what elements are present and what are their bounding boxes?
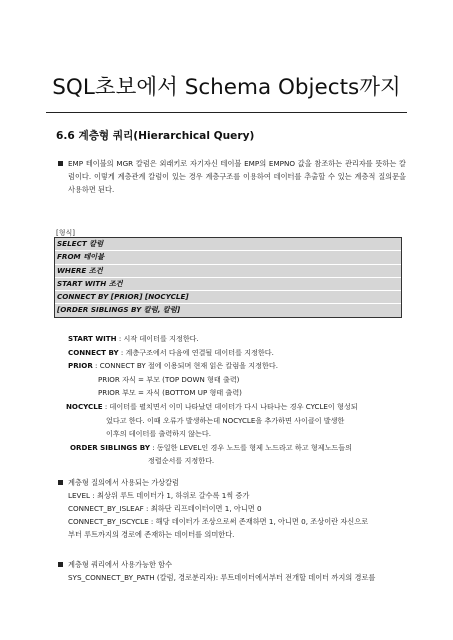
- pseudo-heading: 계층형 질의에서 사용되는 가상칼럼: [68, 478, 180, 487]
- functions-sys-connect-by-path: SYS_CONNECT_BY_PATH (칼럼, 경로분리자): 루트데이터에서부터 전개할 데이터 까지의 경로를: [68, 573, 376, 582]
- pseudo-level: LEVEL : 최상위 루트 데이터가 1, 하위로 갈수록 1씩 증가: [68, 491, 250, 500]
- bullet-square-icon: [58, 562, 63, 567]
- syntax-row-order-siblings: [ORDER SIBLINGS BY 칼럼, 칼럼]: [57, 305, 181, 315]
- term-connect-by: CONNECT BY: [68, 347, 119, 357]
- pseudo-columns-block: [56, 476, 406, 541]
- desc-prior-child: PRIOR 자식 = 부모 (TOP DOWN 형태 출력): [98, 374, 240, 384]
- bullet-square-icon: [58, 480, 63, 485]
- pseudo-isleaf: CONNECT_BY_ISLEAF : 최하단 리프데이터이면 1, 아니면 0: [68, 504, 262, 513]
- syntax-row-from: FROM 테이블: [55, 251, 401, 264]
- document-title: SQL초보에서 Schema Objects까지: [52, 75, 401, 100]
- desc-nocycle-cont1: 었다고 한다. 이때 오류가 발생하는데 NOCYCLE을 추가하면 사이클이 발생한: [106, 415, 345, 425]
- syntax-row-where: WHERE 조건: [55, 265, 401, 278]
- desc-nocycle-cont2: 이후의 데이터를 출력하지 않는다.: [106, 429, 211, 439]
- term-start-with: START WITH: [68, 334, 117, 343]
- desc-prior-parent: PRIOR 부모 = 자식 (BOTTOM UP 형태 출력): [98, 388, 242, 398]
- functions-block: [56, 558, 406, 584]
- bullet-square-icon: [58, 161, 63, 166]
- intro-paragraph: [56, 157, 406, 196]
- desc-order-siblings: ORDER SIBLINGS BY : 동일한 LEVEL인 경우 노드를 형제 노드라고 하고 형제노드들의: [70, 442, 352, 452]
- functions-heading: 계층형 쿼리에서 사용가능한 함수: [68, 560, 173, 569]
- syntax-label: [형식]: [56, 229, 75, 237]
- desc-order-siblings-cont: 정렬순서를 지정한다.: [148, 456, 215, 466]
- syntax-row-connect-by: CONNECT BY [PRIOR] [NOCYCLE]: [55, 291, 401, 304]
- desc-prior: PRIOR : CONNECT BY 절에 이용되며 현재 읽은 칼럼을 지정한다.: [68, 361, 278, 371]
- desc-start-with: START WITH : 시작 데이터를 지정한다.: [68, 334, 199, 343]
- desc-nocycle: NOCYCLE : 데이터를 펼치면서 이미 나타났던 데이터가 다시 나타나는 경우 CYCLE이 형성되: [66, 401, 358, 411]
- section-heading: 6.6 계층형 쿼리(Hierarchical Query): [56, 130, 255, 142]
- desc-connect-by: CONNECT BY : 계층구조에서 다음에 연결될 데이터를 지정한다.: [68, 347, 274, 357]
- syntax-box: [54, 237, 402, 318]
- term-nocycle: NOCYCLE: [66, 401, 103, 411]
- term-prior: PRIOR: [68, 361, 93, 371]
- syntax-row-select: SELECT 칼럼: [55, 238, 401, 251]
- syntax-row-start-with: START WITH 조건: [55, 278, 401, 291]
- clause-descriptions: [68, 332, 403, 468]
- title-divider: [46, 112, 407, 113]
- intro-text: EMP 테이블의 MGR 칼럼은 외래키로 자기자신 테이블 EMP의 EMPNO 값을 참조하는 관리자를 뜻하는 칼럼이다. 이렇게 계층관계 칼럼이 있는 경우 계층구조를 이용하여 데이터를 추출할 수 있는 계층적 질의문을 사용하면 된다.: [68, 159, 406, 194]
- pseudo-iscycle: CONNECT_BY_ISCYCLE : 해당 데이터가 조상으로써 존재하면 1, 아니면 0, 조상이란 자신으로: [68, 517, 369, 526]
- term-order-siblings: ORDER SIBLINGS BY: [70, 442, 150, 452]
- pseudo-iscycle-cont: 부터 루트까지의 경로에 존재하는 데이터를 의미한다.: [68, 530, 235, 539]
